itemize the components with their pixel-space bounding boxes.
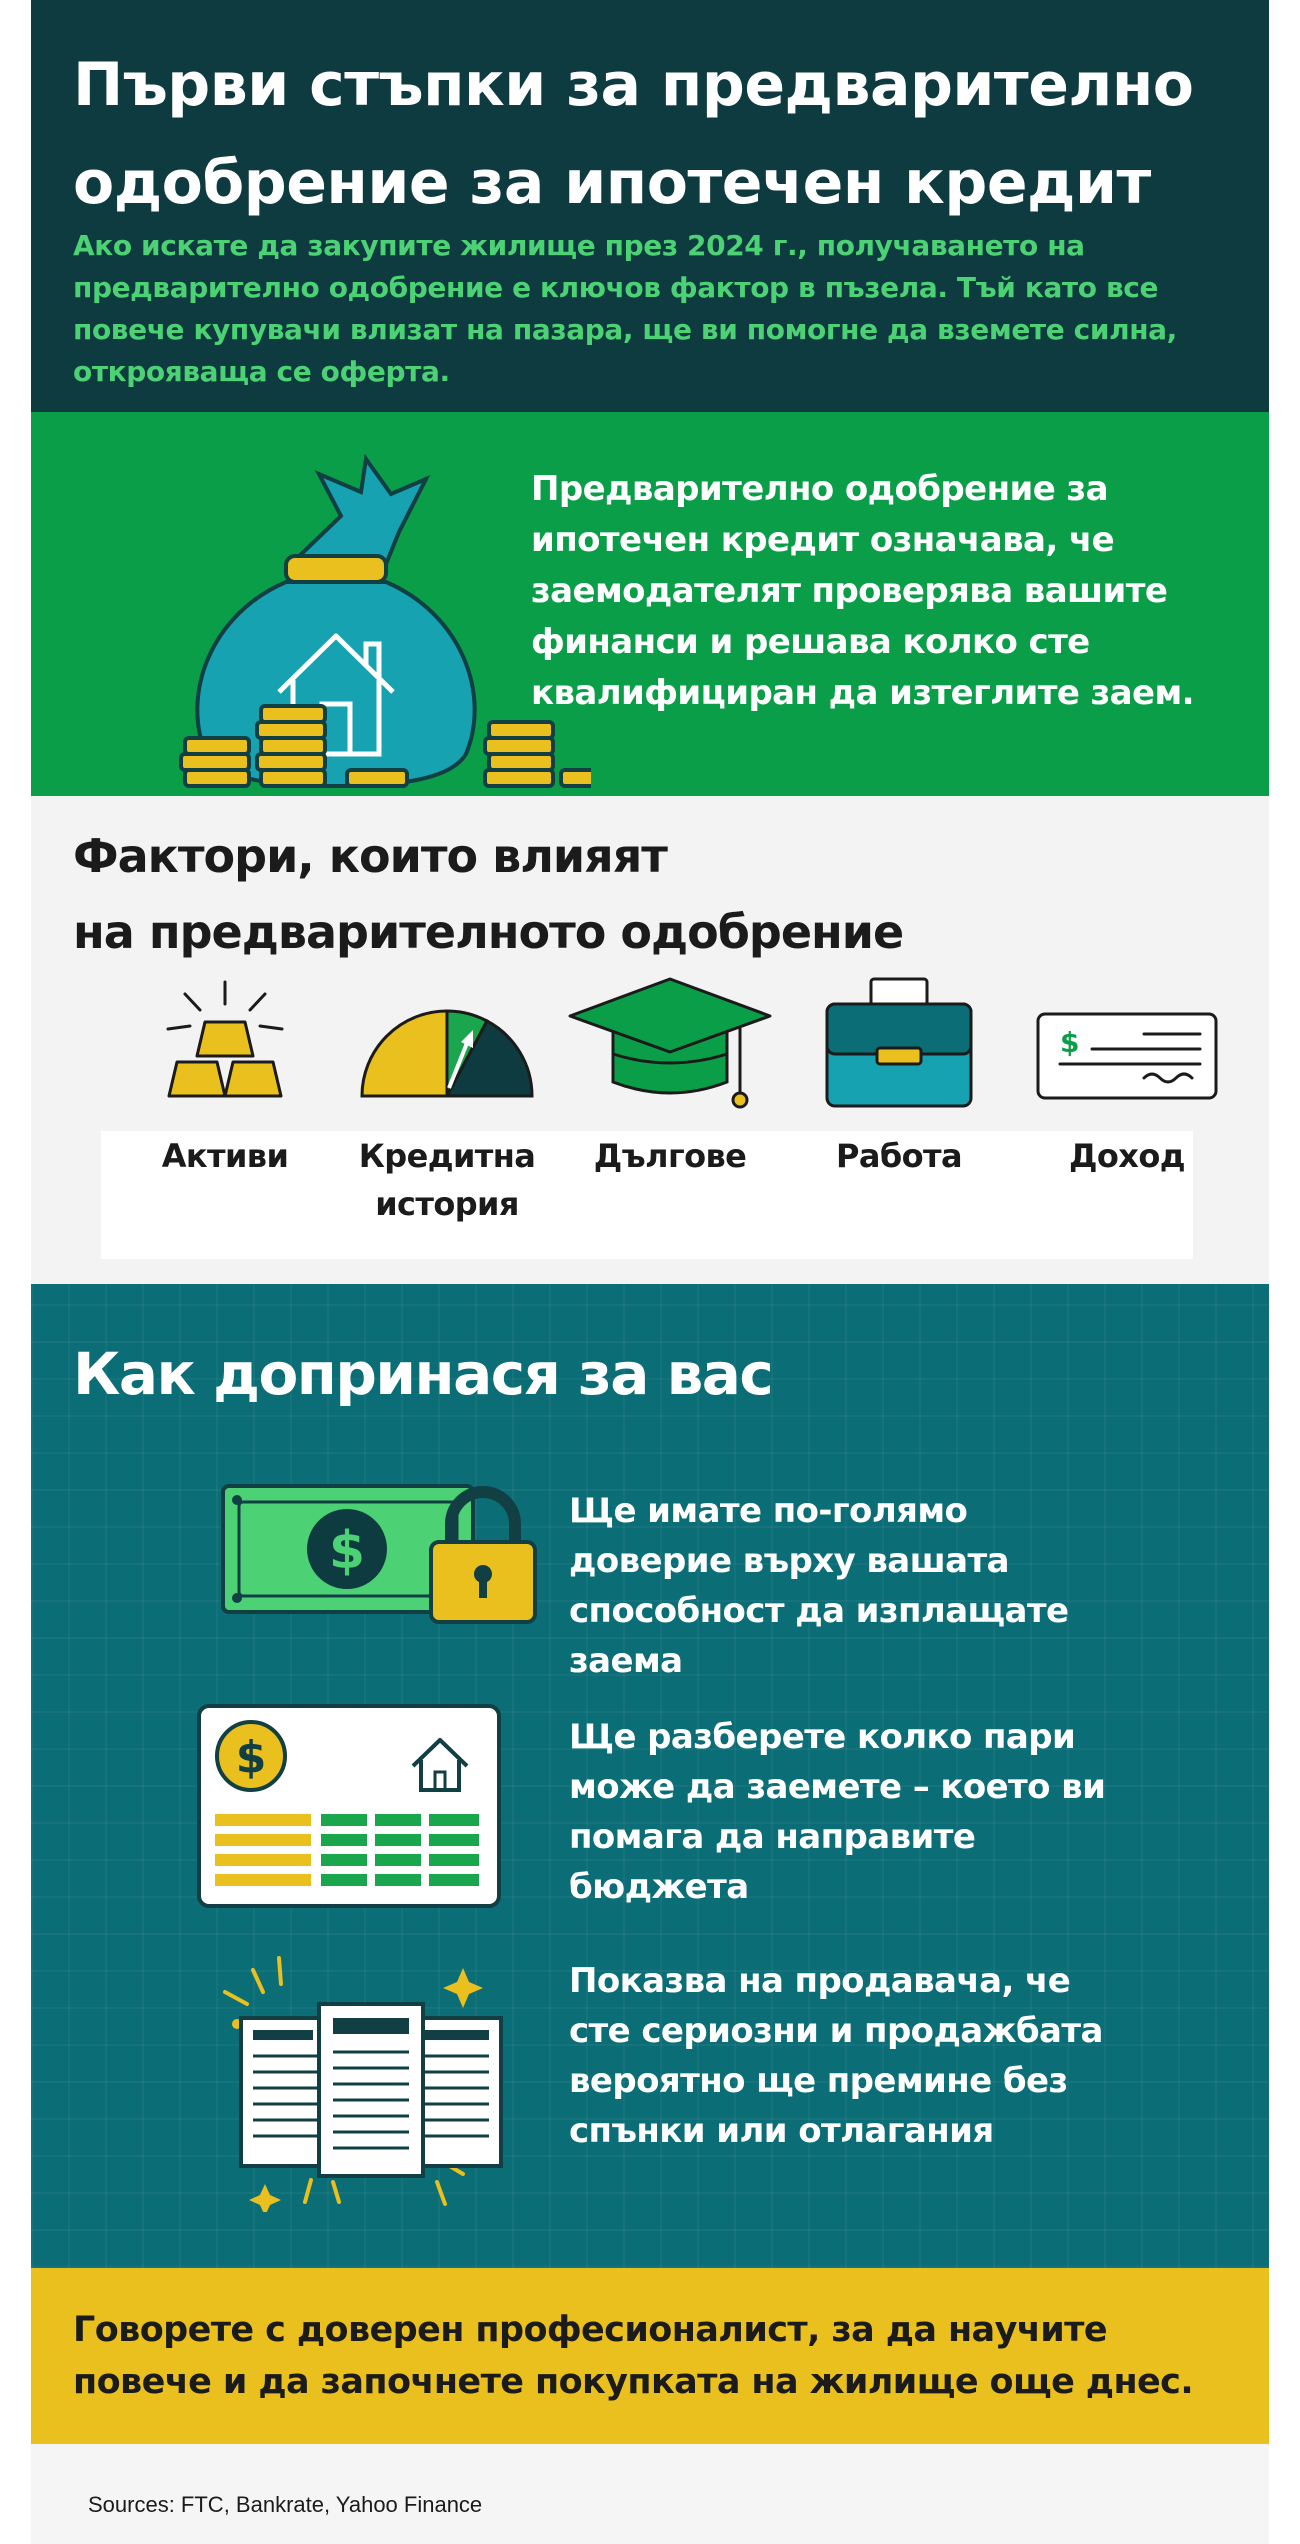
- svg-text:$: $: [235, 1732, 267, 1783]
- infographic: [31, 0, 1269, 2544]
- factor-assets: [105, 974, 345, 1175]
- benefit-confidence-text: Ще имате по-голямо доверие върху вашата способност да изплащате заема: [569, 1491, 1069, 1681]
- footer-section: [31, 2444, 1269, 2544]
- factors-heading-line2: на предварителното одобрение: [73, 905, 904, 959]
- graduation-cap-icon: [565, 974, 775, 1114]
- money-bag-house-icon: [151, 454, 591, 789]
- factor-label: Работа: [836, 1137, 962, 1175]
- gold-bars-icon: [150, 974, 300, 1114]
- factor-income: [1007, 974, 1247, 1175]
- svg-text:$: $: [1060, 1026, 1080, 1059]
- factors-heading-line1: Фактори, които влияят: [73, 829, 667, 883]
- sources-text: Sources: FTC, Bankrate, Yahoo Finance: [88, 2492, 483, 2517]
- factor-label: Дългове: [593, 1137, 747, 1175]
- documents-sparkle-icon: [201, 1952, 541, 2212]
- credit-gauge-icon: [357, 974, 537, 1114]
- factor-employment: [779, 974, 1019, 1175]
- cta-section: [31, 2268, 1269, 2444]
- factor-credit-history: [327, 974, 567, 1223]
- benefits-section: [31, 1284, 1269, 2268]
- budget-sheet-icon: [195, 1702, 505, 1912]
- benefit-budget-text: Ще разберете колко пари може да заемете – което ви помага да направите бюджета: [569, 1717, 1106, 1907]
- benefits-heading: Как допринася за вас: [73, 1340, 773, 1408]
- factor-debts: [550, 974, 790, 1175]
- paycheck-icon: [1032, 974, 1222, 1114]
- definition-section: [31, 412, 1269, 796]
- page-title: Първи стъпки за предварително одобрение за ипотечен кредит: [73, 50, 1194, 218]
- factor-label: Активи: [161, 1137, 289, 1175]
- factors-section: [31, 796, 1269, 1284]
- factor-label: Кредитна история: [358, 1137, 536, 1223]
- cta-text: Говорете с доверен професионалист, за да научите повече и да започнете покупката на жилище още днес.: [73, 2310, 1194, 2402]
- svg-text:$: $: [328, 1521, 366, 1581]
- factors-heading: [73, 818, 1173, 970]
- factor-label: Доход: [1069, 1137, 1185, 1175]
- briefcase-icon: [819, 974, 979, 1114]
- intro-text: Ако искате да закупите жилище през 2024 г., получаването на предварително одобрение е ключов фактор в пъзела. Тъй като все повече купувачи влизат на пазара, ще ви помогне да вземете силна, открояваща се оферта.: [73, 229, 1177, 388]
- definition-text: Предварително одобрение за ипотечен кредит означава, че заемодателят проверява вашите финанси и решава колко сте квалифициран да изтеглите заем.: [531, 469, 1194, 713]
- benefit-seller-text: Показва на продавача, че сте сериозни и продажбата вероятно ще премине без спънки или отлагания: [569, 1961, 1103, 2151]
- header-section: [31, 0, 1269, 412]
- locked-money-icon: [219, 1476, 539, 1626]
